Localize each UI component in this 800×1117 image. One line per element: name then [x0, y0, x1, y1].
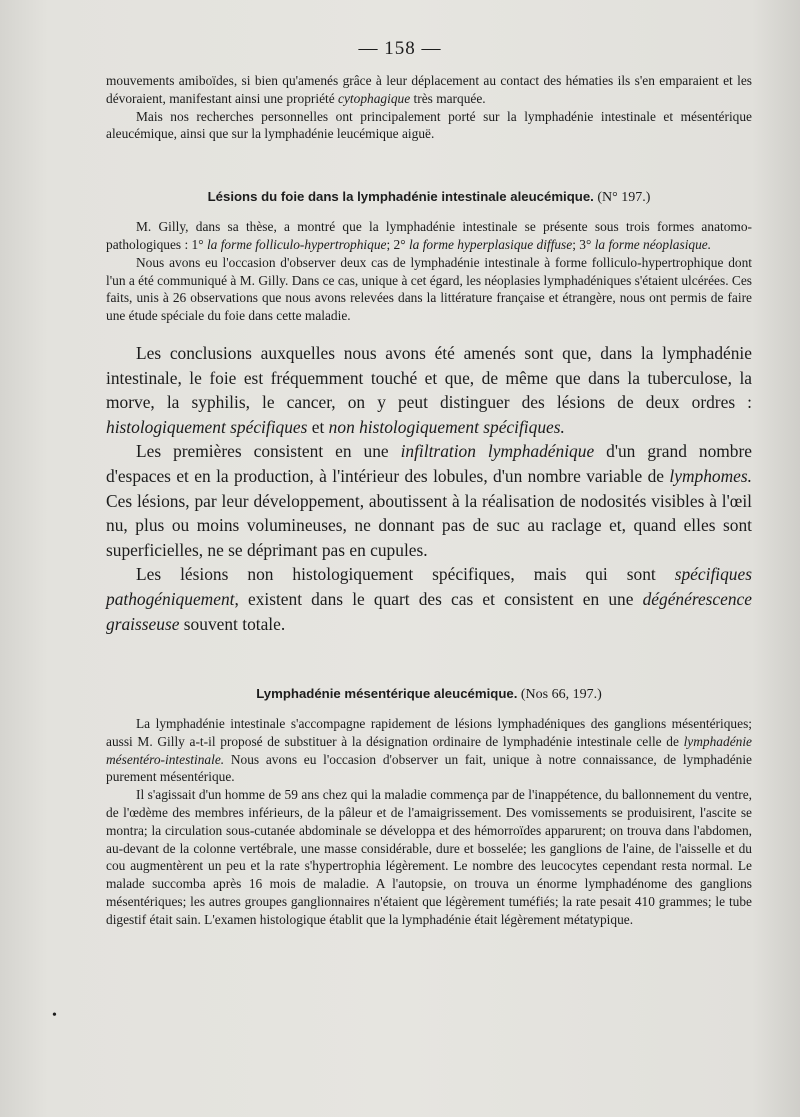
conclusions-section: [106, 341, 752, 636]
intro-section: [106, 72, 752, 143]
intro-paragraph-2: Mais nos recherches personnelles ont principalement porté sur la lymphadénie intestinale et mésentérique aleucémique, ainsi que sur la lymphadénie leucémique aiguë.: [106, 108, 752, 142]
page-content: [106, 72, 752, 929]
conclusions-paragraph-1: Les conclusions auxquelles nous avons été amenés sont que, dans la lymphadénie intestinale, le foie est fréquemment touché et que, de même que dans la tuberculose, la morve, la syphilis, le cancer, on y peut distinguer des lésions de deux ordres : histologiquement spécifiques et non histologiquement spécifiques.: [106, 342, 752, 437]
conclusions-paragraph-3: Les lésions non histologiquement spécifiques, mais qui sont spécifiques pathogéniquement, existent dans le quart des cas et consistent en une dégénérescence graisseuse souvent totale.: [106, 564, 752, 634]
page-number: — 158 —: [358, 38, 442, 59]
liver-paragraph-1: M. Gilly, dans sa thèse, a montré que la lymphadénie intestinale se présente sous trois formes anatomo-pathologiques : 1° la forme folliculo-hypertrophique; 2° la forme hyperplasique diffuse; 3° la forme néoplasique.: [106, 219, 752, 252]
section-heading-mesenteric: Lymphadénie mésentérique aleucémique. (Nos 66, 197.): [256, 686, 602, 703]
margin-mark: •: [52, 1008, 57, 1023]
liver-section: [106, 218, 752, 325]
liver-paragraph-2: Nous avons eu l'occasion d'observer deux cas de lymphadénie intestinale à forme folliculo-hypertrophique dont l'un a été communiqué à M. Gilly. Dans ce cas, unique à cet égard, les néoplasies lymphadéniques s'étaient ulcérées. Ces faits, unis à 26 observations que nous avons relevées dans la littérature française et étrangère, nous ont permis de faire une étude spéciale du foie dans cette maladie.: [106, 254, 752, 324]
intro-paragraph-1: mouvements amiboïdes, si bien qu'amenés grâce à leur déplacement au contact des hématies ils s'en emparaient et les dévoraient, manifestant ainsi une propriété cytophagique très marquée.: [106, 73, 752, 106]
mesenteric-paragraph-2: Il s'agissait d'un homme de 59 ans chez qui la maladie commença par de l'inappétence, du ballonnement du ventre, de l'œdème des membres inférieurs, de la pâleur et de l'amaigrissement. Des vomissements se produisirent, l'ascite se montra; la circulation sous-cutanée abdominale se développa et des hémorroïdes apparurent; on trouva dans l'abdomen, au-devant de la colonne vertébrale, une masse considérable, dure et bosselée; les ganglions de l'aine, de l'aisselle et du cou augmentèrent un peu et la rate s'hypertrophia légèrement. Le nombre des leucocytes cependant resta normal. Le malade succomba après 16 mois de maladie. A l'autopsie, on trouva un énorme lymphadénome des ganglions mésentériques; les autres groupes ganglionnaires n'étaient que légèrement tuméfiés; la rate pesait 410 grammes; le tube digestif était sain. L'examen histologique établit que la lymphadénie était légèrement métatypique.: [106, 787, 752, 927]
conclusions-paragraph-2: Les premières consistent en une infiltration lymphadénique d'un grand nombre d'espaces et en la production, à l'intérieur des lobules, d'un nombre variable de lymphomes. Ces lésions, par leur développement, aboutissent à la réalisation de nodosités visibles à l'œil nu, plus ou moins volumineuses, ne donnant pas de suc au raclage et, quand elles sont superficielles, ne se déprimant pas en cupules.: [106, 441, 753, 560]
section-heading-liver: Lésions du foie dans la lymphadénie intestinale aleucémique. (N° 197.): [207, 189, 651, 206]
mesenteric-paragraph-1: La lymphadénie intestinale s'accompagne rapidement de lésions lymphadéniques des ganglions mésentériques; aussi M. Gilly a-t-il proposé de substituer à la désignation ordinaire de lymphadénie intestinale celle de lymphadénie mésentéro-intestinale. Nous avons eu l'occasion d'observer un fait, unique à notre connaissance, de lymphadénie purement mésentérique.: [106, 716, 752, 785]
mesenteric-section: [106, 715, 752, 929]
